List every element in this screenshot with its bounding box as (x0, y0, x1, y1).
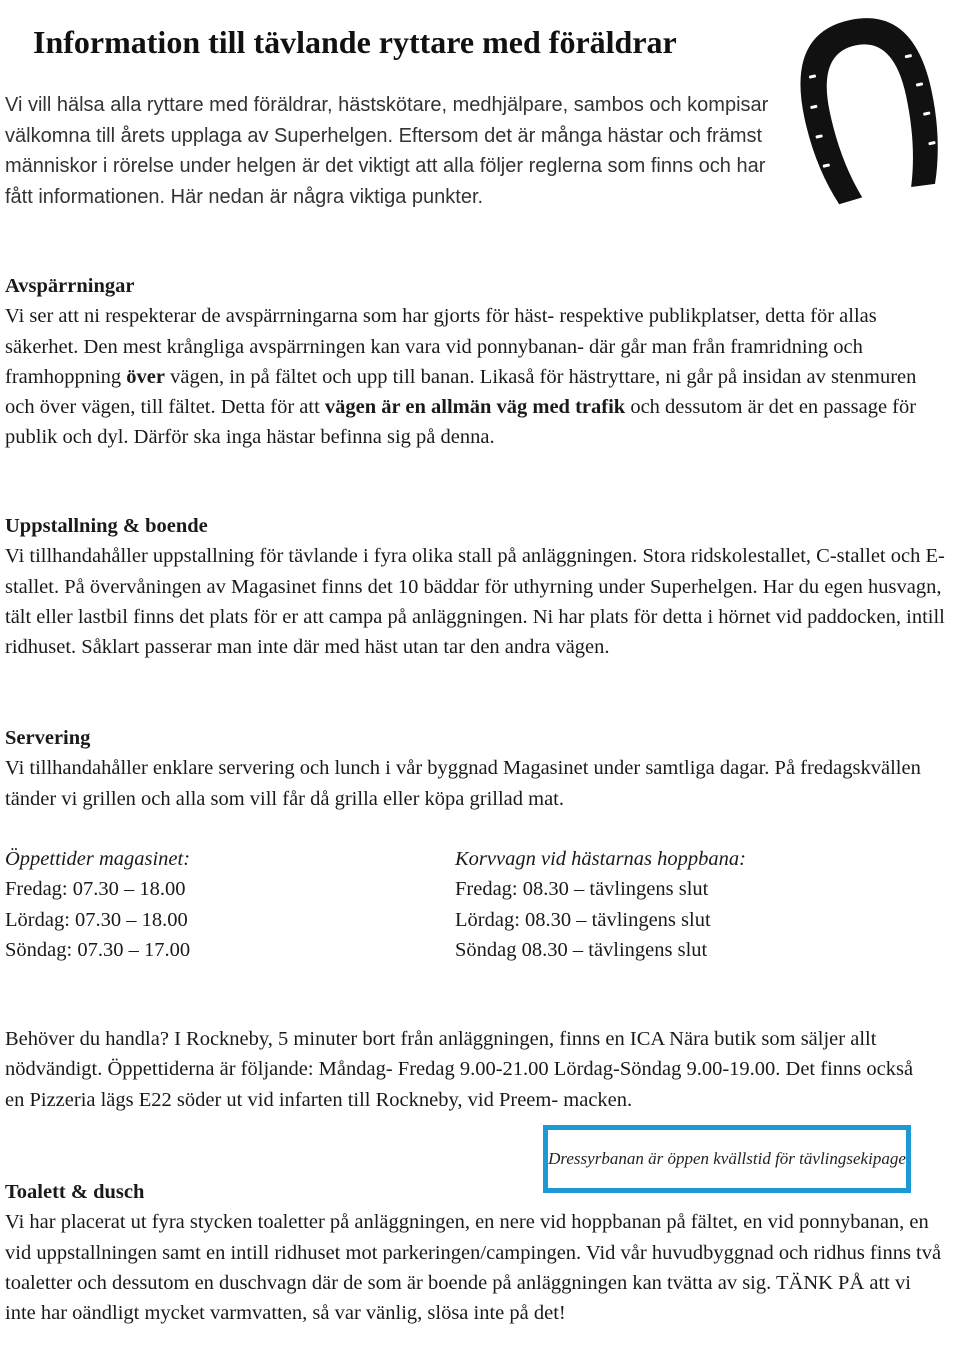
hours-magasinet (5, 844, 445, 965)
horseshoe-icon (790, 4, 948, 214)
section-heading: Avspärrningar (5, 275, 135, 297)
section-servering (5, 723, 945, 814)
hours-line: Lördag: 08.30 – tävlingens slut (455, 908, 711, 931)
hours-line: Fredag: 07.30 – 18.00 (5, 878, 186, 901)
hours-line: Söndag 08.30 – tävlingens slut (455, 938, 708, 961)
section-heading: Servering (5, 727, 91, 749)
hours-heading: Korvvagn vid hästarnas hoppbana: (455, 848, 746, 870)
page-title: Information till tävlande ryttare med föräldrar (33, 24, 677, 60)
hours-line: Fredag: 08.30 – tävlingens slut (455, 878, 709, 901)
section-heading: Uppstallning & boende (5, 515, 208, 537)
section-text: Vi ser att ni respekterar de avspärrningarna som har gjorts för häst- respektive publikplatser, detta för allas säkerhet. Den mest krångliga avspärrningen kan vara vid ponnybanan- där går man från framridning och framhoppning över vägen, in på fältet och upp till banan. Likaså för hästryttare, ni går på insidan av stenmuren och över vägen, till fältet. Detta för att vägen är en allmän väg med trafik och dessutom är det en passage för publik och dyl. Därför ska inga hästar befinna sig på denna. (5, 305, 917, 449)
section-text: Vi har placerat ut fyra stycken toaletter på anläggningen, en nere vid hoppbanan på fältet, en vid ponnybanan, en vid uppstallningen samt en intill ridhuset mot parkeringen/campingen. Vid vår huvudbyggnad och ridhus finns två toaletter och dessutom en duschvagn där de som är boende på anläggningen kan tvätta av sig. TÄNK PÅ att vi inte har oändligt mycket varmvatten, så var vänlig, slösa inte på det! (5, 1211, 942, 1325)
hours-korvvagn (455, 844, 895, 965)
notice-text: Dressyrbanan är öppen kvällstid för tävlingsekipage (548, 1149, 906, 1168)
section-avsparrningar (5, 271, 945, 453)
hours-line: Lördag: 07.30 – 18.00 (5, 908, 188, 931)
section-text: Vi tillhandahåller enklare servering och lunch i vår byggnad Magasinet under samtliga dagar. På fredagskvällen tänder vi grillen och alla som vill får då grilla eller köpa grillad mat. (5, 757, 921, 810)
section-heading: Toalett & dusch (5, 1181, 145, 1203)
hours-line: Söndag: 07.30 – 17.00 (5, 938, 191, 961)
section-uppstallning (5, 511, 945, 662)
shopping-paragraph: Behöver du handla? I Rockneby, 5 minuter bort från anläggningen, finns en ICA Nära butik som säljer allt nödvändigt. Öppettiderna är följande: Måndag- Fredag 9.00-21.00 Lördag-Söndag 9.00-19.00. Det finns också en Pizzeria lägs E22 söder ut vid infarten till Rockneby, vid Preem- macken. (5, 1028, 914, 1111)
hours-heading: Öppettider magasinet: (5, 848, 191, 870)
section-text: Vi tillhandahåller uppstallning för tävlande i fyra olika stall på anläggningen. Stora ridskolestallet, C-stallet och E- stallet. På övervåningen av Magasinet finns det 10 bäddar för uthyrning under Superhelgen. Har du egen husvagn, tält eller lastbil finns det plats för er att campa på anläggningen. Ni har plats för detta i hörnet vid paddocken, intill ridhuset. Såklart passerar man inte där med häst utan tar den andra vägen. (5, 545, 945, 659)
section-toalett (5, 1177, 945, 1328)
intro-paragraph: Vi vill hälsa alla ryttare med föräldrar, hästskötare, medhjälpare, sambos och kompisar välkomna till årets upplaga av Superhelgen. Eftersom det är många hästar och främst människor i rörelse under helgen är det viktigt att alla följer reglerna som finns och har fått informationen. Här nedan är några viktiga punkter. (5, 94, 769, 208)
